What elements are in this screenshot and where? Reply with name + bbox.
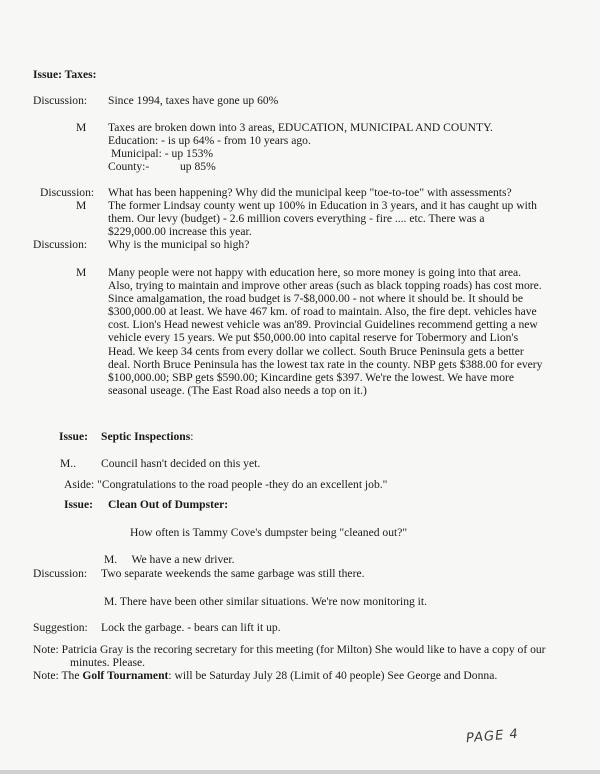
dumpster-title: Clean Out of Dumpster: [108,498,229,511]
septic-m-text: Council hasn't decided on this yet. [101,457,261,470]
note-golf [33,669,497,682]
note-secretary-line1: Note: Patricia Gray is the recoring secretary for this meeting (for Milton) She would like to have a copy of our [33,643,546,656]
dumpster-discussion-text: Two separate weekends the same garbage was still there. [101,567,365,580]
dumpster-issue-label: Issue: [64,498,93,511]
septic-aside: Aside: "Congratulations to the road people -they do an excellent job." [64,478,388,491]
septic-title-text: Septic Inspections [101,430,191,443]
discussion2-text: What has been happening? Why did the municipal keep "toe-to-toe" with assessments? [108,186,512,199]
septic-issue-label: Issue: [59,430,88,443]
dumpster-question: How often is Tammy Cove's dumpster being "cleaned out?" [130,526,408,539]
suggestion-text: Lock the garbage. - bears can lift it up. [101,621,281,634]
page-number-mark: PAGE 4 [465,726,520,747]
discussion2-m-text: The former Lindsay county went up 100% in Education in 3 years, and it has caught up with them. Our levy (budget) - 2.6 million covers everything - fire .... etc. There was a $229,000.00 increase this year. [108,199,537,239]
note-secretary-line2: minutes. Please. [70,656,146,669]
discussion3-m-label: M [76,266,87,279]
dumpster-m1: M. We have a new driver. [104,553,235,566]
taxes-heading: Issue: Taxes: [33,68,97,81]
septic-title [101,430,193,443]
dumpster-m2: M. There have been other similar situations. We're now monitoring it. [104,595,428,608]
note-golf-event: Golf Tournament [82,669,169,682]
discussion2-m-label: M [76,199,87,212]
taxes-breakdown: Taxes are broken down into 3 areas, EDUCATION, MUNICIPAL AND COUNTY. [108,121,493,134]
discussion3-m-text: Many people were not happy with education here, so more money is going into that area. Also, trying to maintain and improve other areas (such as black topping roads) has cost more. Since amalgamation, the road budget is 7-$8,000.00 - not where it should be. It should be $300,000.00 at least. We have 467 km. of road to maintain. Also, the fire dept. vehicles have cost. Lion's Head newest vehicle was an'89. Provincial Guidelines recommend getting a new vehicle every 15 years. We put $50,000.00 into capital reserve for Tobermory and Lion's Head. We keep 34 cents from every dollar we collect. South Bruce Peninsula gets a better deal. North Bruce Peninsula has the lowest tax rate in the county. NBP gets $388.00 for every $100,000.00; SBP gets $590.00; Kincardine gets $397. We're the lowest. We have more seasonal useage. (The East Road also needs a top on it.) [108,266,543,397]
discussion3-label: Discussion: [33,238,88,251]
note-golf-suffix: : will be Saturday July 28 (Limit of 40 people) See George and Donna. [168,669,498,682]
taxes-m-label: M [76,121,87,134]
taxes-municipal: Municipal: - up 153% [111,147,214,160]
discussion3-text: Why is the municipal so high? [108,238,250,251]
taxes-discussion-label: Discussion: [33,94,88,107]
taxes-county-value: up 85% [180,160,216,173]
taxes-county-label: County:- [108,160,150,173]
dumpster-discussion-label: Discussion: [33,567,88,580]
septic-title-colon: : [190,430,194,443]
note-golf-prefix: Note: The [33,669,83,682]
taxes-discussion-text: Since 1994, taxes have gone up 60% [108,94,279,107]
suggestion-label: Suggestion: [33,621,88,634]
septic-m-label: M.. [60,457,77,470]
taxes-education: Education: - is up 64% - from 10 years ago. [108,134,311,147]
scan-edge [0,770,600,774]
discussion2-label: Discussion: [40,186,95,199]
